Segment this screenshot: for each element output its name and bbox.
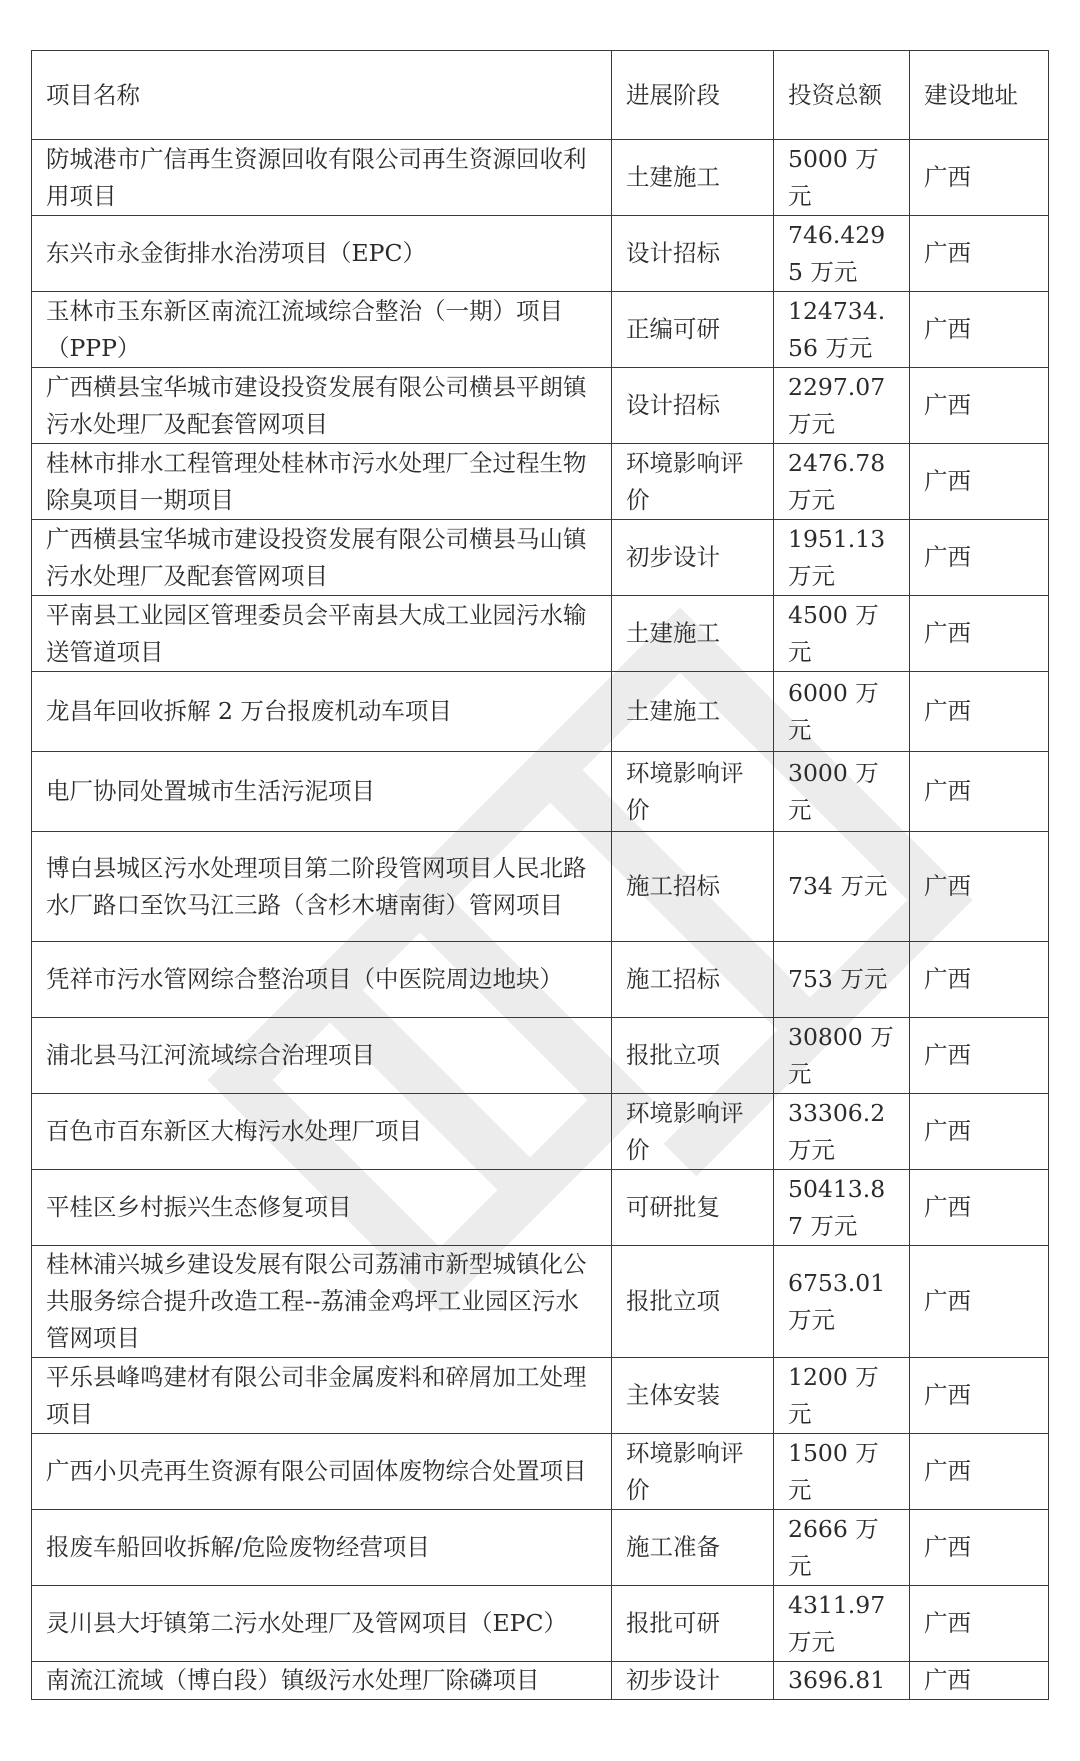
table-row (32, 1586, 1049, 1662)
cell-project-name: 浦北县马江河流域综合治理项目 (32, 1018, 612, 1094)
cell-location: 广西 (910, 832, 1049, 942)
table-header-row (32, 51, 1049, 140)
cell-project-name: 凭祥市污水管网综合整治项目（中医院周边地块） (32, 942, 612, 1018)
table-row (32, 1662, 1049, 1700)
cell-project-name: 报废车船回收拆解/危险废物经营项目 (32, 1510, 612, 1586)
cell-project-name: 玉林市玉东新区南流江流域综合整治（一期）项目（PPP） (32, 292, 612, 368)
cell-project-name: 电厂协同处置城市生活污泥项目 (32, 752, 612, 832)
cell-location: 广西 (910, 1662, 1049, 1700)
cell-stage: 主体安装 (612, 1358, 774, 1434)
table-row (32, 444, 1049, 520)
cell-stage: 报批立项 (612, 1246, 774, 1358)
cell-project-name: 东兴市永金街排水治涝项目（EPC） (32, 216, 612, 292)
cell-investment: 1500 万元 (774, 1434, 910, 1510)
cell-stage: 可研批复 (612, 1170, 774, 1246)
cell-project-name: 广西小贝壳再生资源有限公司固体废物综合处置项目 (32, 1434, 612, 1510)
project-table (31, 50, 1049, 1700)
cell-location: 广西 (910, 1094, 1049, 1170)
cell-project-name: 防城港市广信再生资源回收有限公司再生资源回收利用项目 (32, 140, 612, 216)
cell-investment: 753 万元 (774, 942, 910, 1018)
cell-investment: 2666 万元 (774, 1510, 910, 1586)
table-row (32, 752, 1049, 832)
cell-location: 广西 (910, 1434, 1049, 1510)
header-location: 建设地址 (910, 51, 1049, 140)
cell-project-name: 广西横县宝华城市建设投资发展有限公司横县马山镇污水处理厂及配套管网项目 (32, 520, 612, 596)
cell-location: 广西 (910, 672, 1049, 752)
header-investment: 投资总额 (774, 51, 910, 140)
cell-investment: 6753.01 万元 (774, 1246, 910, 1358)
cell-investment: 30800 万元 (774, 1018, 910, 1094)
table-row (32, 140, 1049, 216)
header-project-name: 项目名称 (32, 51, 612, 140)
cell-stage: 土建施工 (612, 140, 774, 216)
cell-stage: 报批立项 (612, 1018, 774, 1094)
table-row (32, 1510, 1049, 1586)
cell-project-name: 平南县工业园区管理委员会平南县大成工业园污水输送管道项目 (32, 596, 612, 672)
cell-investment: 3696.81 (774, 1662, 910, 1700)
cell-project-name: 桂林市排水工程管理处桂林市污水处理厂全过程生物除臭项目一期项目 (32, 444, 612, 520)
cell-investment: 33306.2 万元 (774, 1094, 910, 1170)
table-row (32, 832, 1049, 942)
table-row (32, 1094, 1049, 1170)
cell-stage: 环境影响评价 (612, 1434, 774, 1510)
cell-project-name: 百色市百东新区大梅污水处理厂项目 (32, 1094, 612, 1170)
cell-project-name: 南流江流域（博白段）镇级污水处理厂除磷项目 (32, 1662, 612, 1700)
cell-stage: 正编可研 (612, 292, 774, 368)
cell-investment: 3000 万元 (774, 752, 910, 832)
cell-location: 广西 (910, 520, 1049, 596)
table-row (32, 942, 1049, 1018)
table-row (32, 292, 1049, 368)
cell-project-name: 平桂区乡村振兴生态修复项目 (32, 1170, 612, 1246)
table-row (32, 216, 1049, 292)
cell-location: 广西 (910, 1170, 1049, 1246)
cell-investment: 1200 万元 (774, 1358, 910, 1434)
cell-investment: 6000 万元 (774, 672, 910, 752)
cell-investment: 734 万元 (774, 832, 910, 942)
cell-stage: 土建施工 (612, 672, 774, 752)
cell-investment: 4311.97 万元 (774, 1586, 910, 1662)
cell-investment: 50413.87 万元 (774, 1170, 910, 1246)
cell-stage: 初步设计 (612, 1662, 774, 1700)
cell-stage: 初步设计 (612, 520, 774, 596)
cell-investment: 124734.56 万元 (774, 292, 910, 368)
cell-project-name: 龙昌年回收拆解 2 万台报废机动车项目 (32, 672, 612, 752)
cell-location: 广西 (910, 1246, 1049, 1358)
cell-location: 广西 (910, 942, 1049, 1018)
header-stage: 进展阶段 (612, 51, 774, 140)
cell-location: 广西 (910, 292, 1049, 368)
table-row (32, 520, 1049, 596)
cell-location: 广西 (910, 368, 1049, 444)
table-row (32, 1018, 1049, 1094)
cell-location: 广西 (910, 1358, 1049, 1434)
cell-location: 广西 (910, 752, 1049, 832)
cell-location: 广西 (910, 596, 1049, 672)
cell-stage: 施工准备 (612, 1510, 774, 1586)
cell-stage: 施工招标 (612, 942, 774, 1018)
cell-project-name: 博白县城区污水处理项目第二阶段管网项目人民北路水厂路口至饮马江三路（含杉木塘南街）管网项目 (32, 832, 612, 942)
cell-stage: 报批可研 (612, 1586, 774, 1662)
cell-stage: 土建施工 (612, 596, 774, 672)
cell-location: 广西 (910, 1510, 1049, 1586)
cell-location: 广西 (910, 216, 1049, 292)
cell-investment: 1951.13 万元 (774, 520, 910, 596)
cell-investment: 746.4295 万元 (774, 216, 910, 292)
cell-stage: 环境影响评价 (612, 752, 774, 832)
table-row (32, 1358, 1049, 1434)
table-row (32, 1434, 1049, 1510)
cell-investment: 4500 万元 (774, 596, 910, 672)
table-row (32, 368, 1049, 444)
cell-project-name: 广西横县宝华城市建设投资发展有限公司横县平朗镇污水处理厂及配套管网项目 (32, 368, 612, 444)
cell-stage: 施工招标 (612, 832, 774, 942)
table-row (32, 596, 1049, 672)
cell-investment: 5000 万元 (774, 140, 910, 216)
table-row (32, 1246, 1049, 1358)
cell-project-name: 桂林浦兴城乡建设发展有限公司荔浦市新型城镇化公共服务综合提升改造工程--荔浦金鸡坪工业园区污水管网项目 (32, 1246, 612, 1358)
cell-project-name: 平乐县峰鸣建材有限公司非金属废料和碎屑加工处理项目 (32, 1358, 612, 1434)
cell-location: 广西 (910, 444, 1049, 520)
cell-investment: 2476.78 万元 (774, 444, 910, 520)
cell-investment: 2297.07 万元 (774, 368, 910, 444)
cell-location: 广西 (910, 1586, 1049, 1662)
cell-stage: 设计招标 (612, 216, 774, 292)
cell-stage: 环境影响评价 (612, 444, 774, 520)
cell-stage: 环境影响评价 (612, 1094, 774, 1170)
cell-location: 广西 (910, 1018, 1049, 1094)
table-row (32, 672, 1049, 752)
cell-location: 广西 (910, 140, 1049, 216)
cell-stage: 设计招标 (612, 368, 774, 444)
table-row (32, 1170, 1049, 1246)
cell-project-name: 灵川县大圩镇第二污水处理厂及管网项目（EPC） (32, 1586, 612, 1662)
